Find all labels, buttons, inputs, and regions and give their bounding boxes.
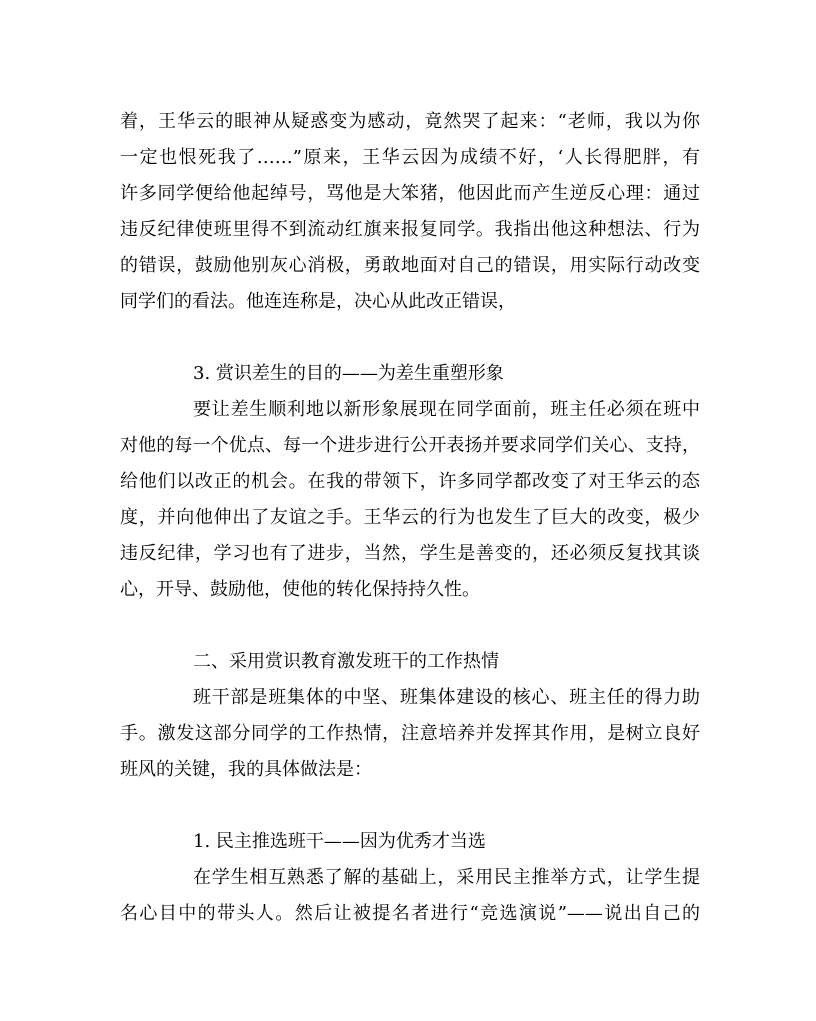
paragraph-line: 要让差生顺利地以新形象展现在同学面前，班主任必须在班中	[193, 399, 700, 420]
paragraph-line: 心，开导、鼓励他，使他的转化保持持久性。	[120, 579, 480, 600]
section-heading: 3. 赏识差生的目的——为差生重塑形象	[193, 363, 504, 384]
paragraph-line: 班干部是班集体的中坚、班集体建设的核心、班主任的得力助	[193, 687, 700, 708]
paragraph-line: 一定也恨死我了……”原来，王华云因为成绩不好，‘人长得肥胖，有	[120, 147, 700, 168]
paragraph-line: 名心目中的带头人。然后让被提名者进行“竞选演说”——说出自己的	[120, 903, 700, 924]
paragraph-line: 在学生相互熟悉了解的基础上，采用民主推举方式，让学生提	[193, 867, 700, 888]
section-heading: 1. 民主推选班干——因为优秀才当选	[193, 831, 486, 852]
paragraph-line: 同学们的看法。他连连称是，决心从此改正错误，	[120, 291, 516, 312]
paragraph-line: 对他的每一个优点、每一个进步进行公开表扬并要求同学们关心、支持，	[120, 435, 700, 456]
paragraph-line: 违反纪律，学习也有了进步，当然，学生是善变的，还必须反复找其谈	[120, 543, 700, 564]
paragraph-line: 许多同学便给他起绰号，骂他是大笨猪，他因此而产生逆反心理：通过	[120, 183, 700, 204]
paragraph-line: 的错误，鼓励他别灰心消极，勇敢地面对自己的错误，用实际行动改变	[120, 255, 700, 276]
paragraph-line: 度，并向他伸出了友谊之手。王华云的行为也发生了巨大的改变，极少	[120, 507, 700, 528]
paragraph-line: 着，王华云的眼神从疑惑变为感动，竟然哭了起来：“老师，我以为你	[120, 111, 700, 132]
paragraph-line: 手。激发这部分同学的工作热情，注意培养并发挥其作用，是树立良好	[120, 723, 700, 744]
paragraph-line: 给他们以改正的机会。在我的带领下，许多同学都改变了对王华云的态	[120, 471, 700, 492]
paragraph-line: 违反纪律使班里得不到流动红旗来报复同学。我指出他这种想法、行为	[120, 219, 700, 240]
paragraph-line: 班风的关键，我的具体做法是：	[120, 759, 372, 780]
section-heading: 二、采用赏识教育激发班干的工作热情	[193, 651, 499, 672]
